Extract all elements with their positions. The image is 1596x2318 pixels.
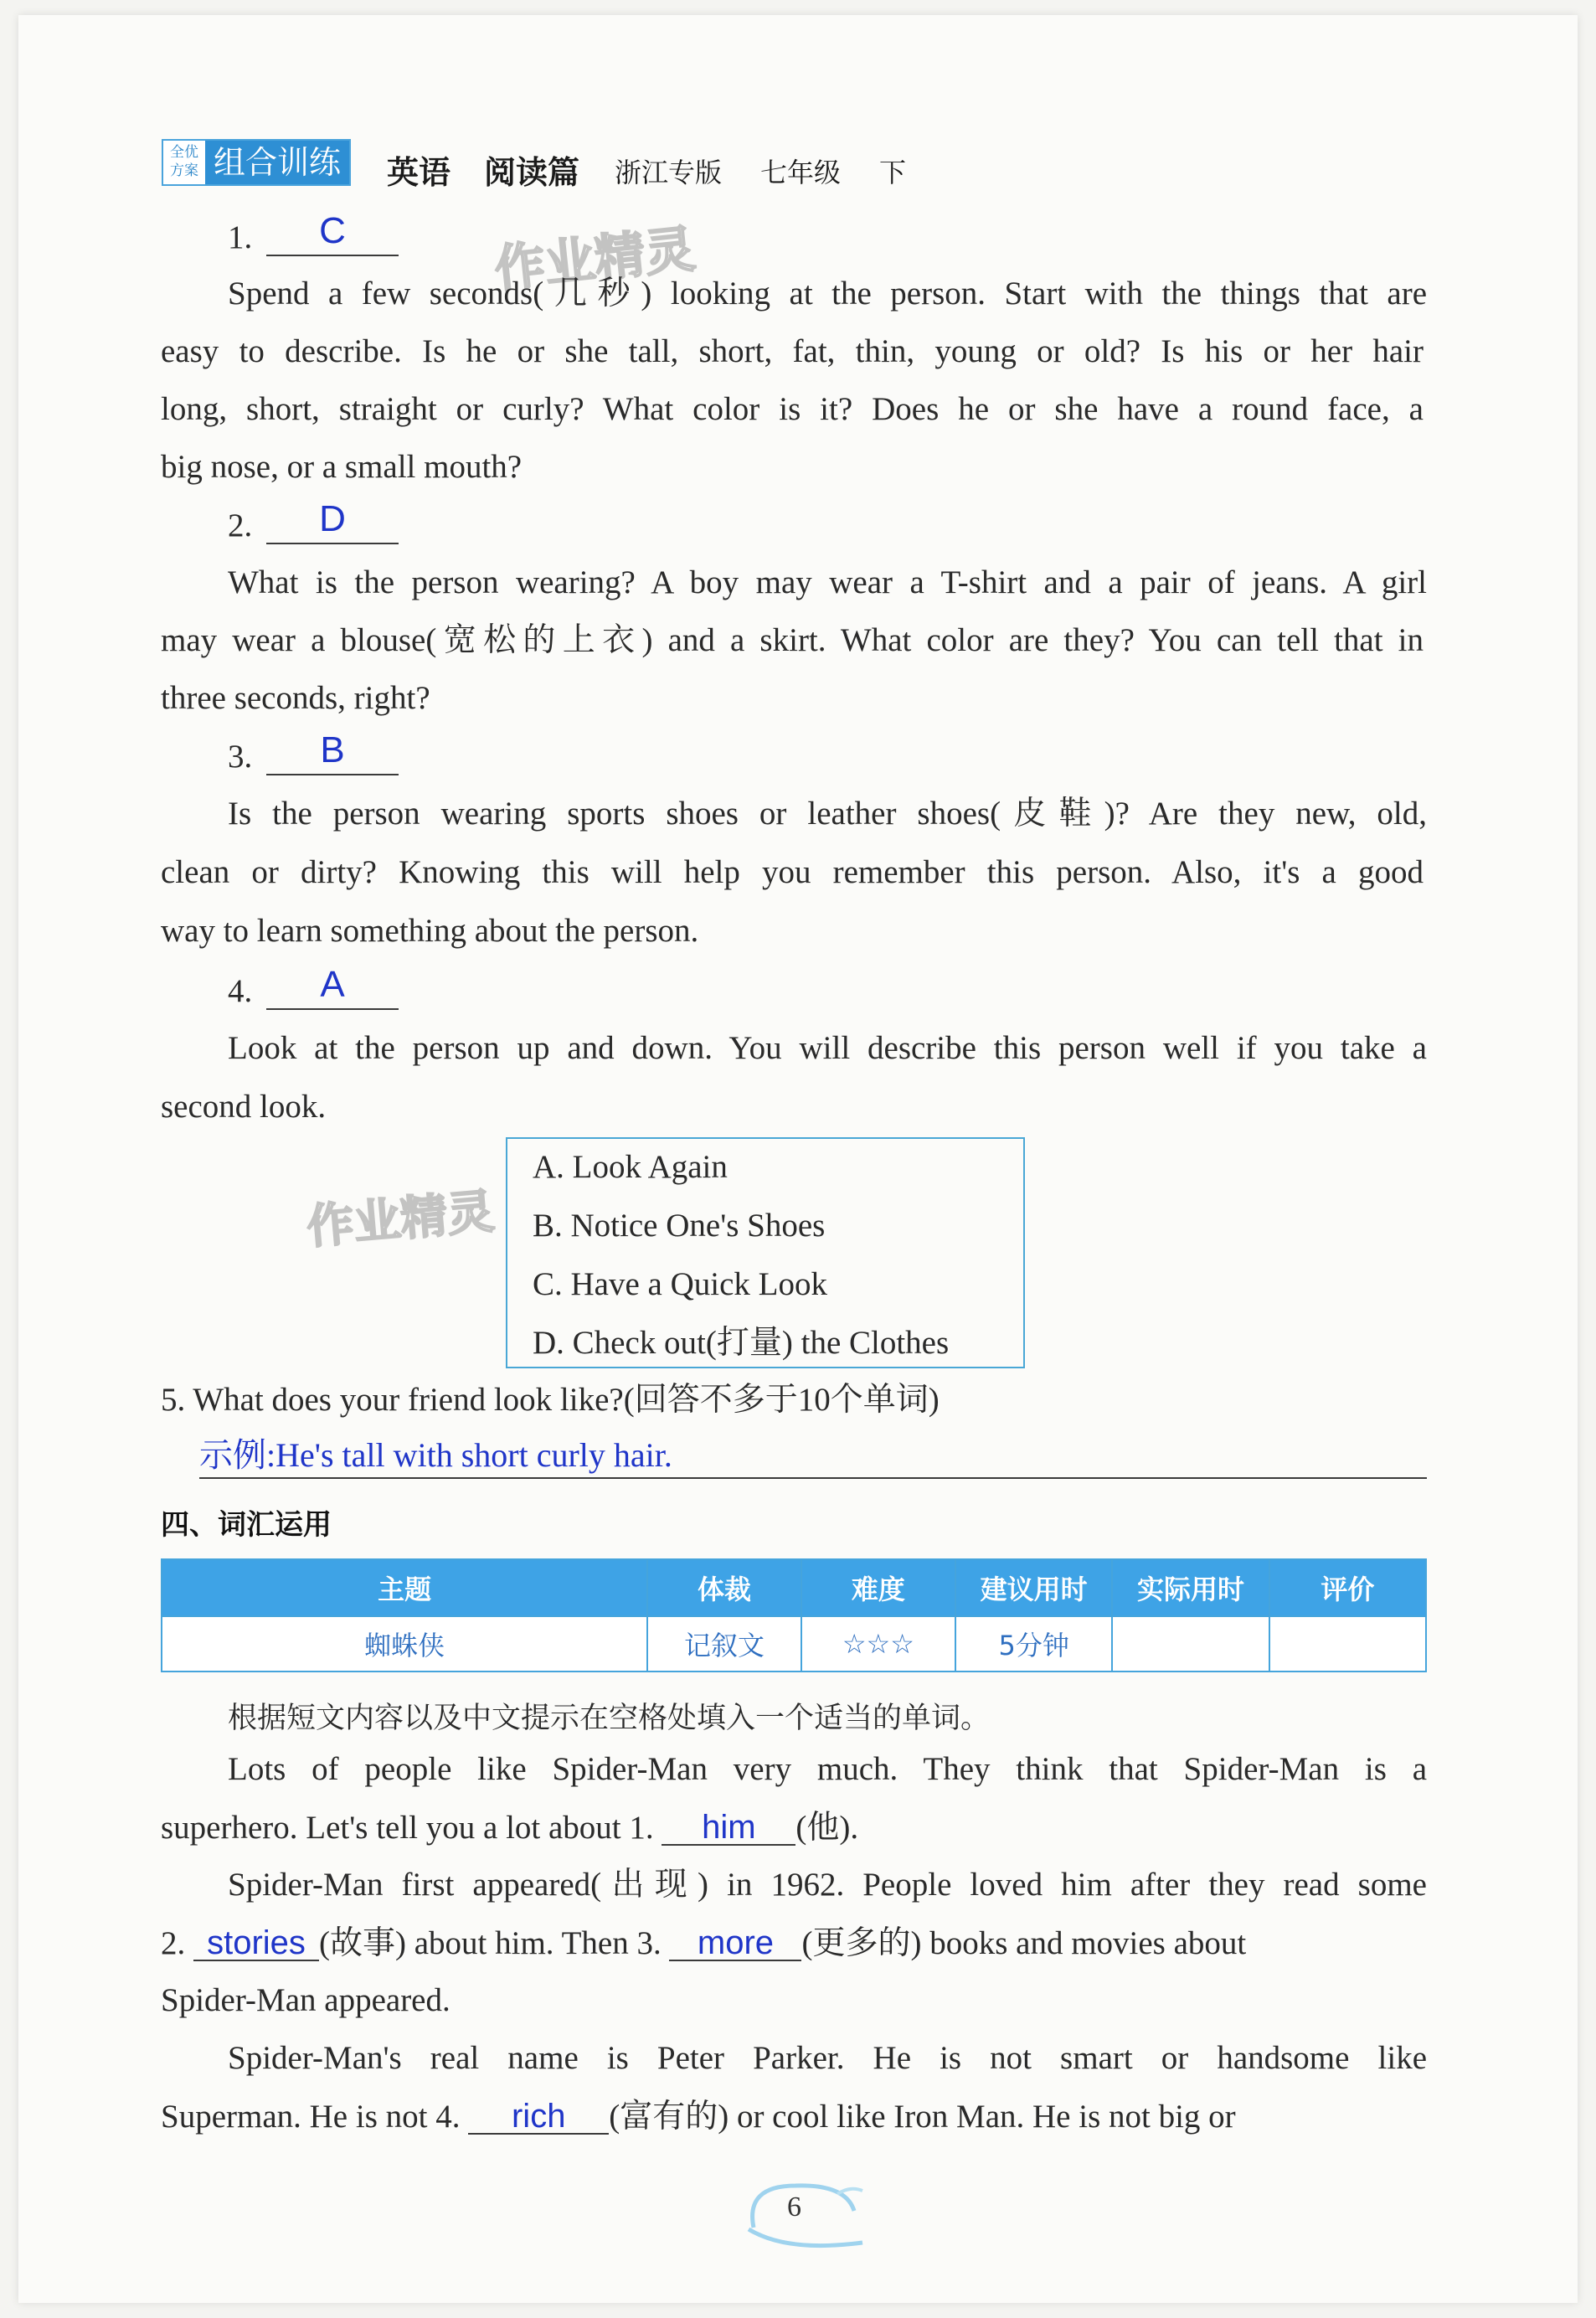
- option-a: A. Look Again: [533, 1149, 728, 1185]
- cell-topic: 蜘蛛侠: [162, 1616, 647, 1672]
- q4-para-line-1: Look at the person up and down. You will describe this person well if you take a: [228, 1030, 1427, 1066]
- cell-evaluation: [1269, 1616, 1426, 1672]
- passage-p2-line-1: Spider-Man first appeared(出现) in 1962. People loved him after they read some: [228, 1867, 1427, 1903]
- watermark-top: 作业精灵: [492, 219, 698, 300]
- cell-actual-time: [1112, 1616, 1269, 1672]
- question-4-answer: A: [320, 964, 345, 1005]
- passage-p1-line-2-b: (他).: [795, 1810, 859, 1846]
- question-4-answer-line: [266, 1008, 399, 1010]
- header-difficulty: 难度: [801, 1559, 955, 1616]
- passage-p2-line-2-c: (更多的) books and movies about: [801, 1925, 1247, 1961]
- question-1-number: 1.: [228, 219, 253, 255]
- passage-p2-line-2-a: 2.: [161, 1925, 186, 1961]
- question-2-number: 2.: [228, 507, 253, 543]
- options-box: [506, 1137, 1025, 1368]
- header-evaluation: 评价: [1269, 1559, 1426, 1616]
- section-4-title: 四、词汇运用: [161, 1508, 332, 1542]
- section-4-instruction: 根据短文内容以及中文提示在空格处填入一个适当的单词。: [228, 1702, 991, 1735]
- series-badge: [162, 139, 351, 186]
- question-2-answer: D: [319, 498, 346, 539]
- option-b: B. Notice One's Shoes: [533, 1208, 826, 1244]
- header-topic: 主题: [162, 1559, 647, 1616]
- q2-para-line-2: may wear a blouse(宽松的上衣) and a skirt. What color are they? You can tell that in: [161, 622, 1424, 658]
- passage-p2-line-2: [161, 1926, 1246, 1961]
- passage-p1-line-2-a: superhero. Let's tell you a lot about 1.: [161, 1810, 654, 1846]
- info-table-body-row: [162, 1616, 1426, 1672]
- passage-p2-line-2-b: (故事) about him. Then 3.: [319, 1925, 662, 1961]
- passage-p2-line-3: Spider-Man appeared.: [161, 1982, 450, 2018]
- q1-para-line-4: big nose, or a small mouth?: [161, 449, 523, 485]
- header-genre: 体裁: [647, 1559, 801, 1616]
- question-5-answer-line: [199, 1477, 1427, 1479]
- info-table-header-row: [162, 1559, 1426, 1616]
- question-5-answer: 示例:He's tall with short curly hair.: [199, 1436, 672, 1474]
- option-c: C. Have a Quick Look: [533, 1266, 827, 1302]
- question-1-answer-line: [266, 255, 399, 256]
- question-4-number: 4.: [228, 973, 253, 1009]
- cell-difficulty: ☆☆☆: [801, 1616, 955, 1672]
- passage-p3-line-2-b: (富有的) or cool like Iron Man. He is not big or: [609, 2099, 1236, 2135]
- blank-4: rich: [468, 2099, 609, 2135]
- q3-para-line-1: Is the person wearing sports shoes or leather shoes(皮鞋)? Are they new, old,: [228, 796, 1427, 832]
- header-term: 下: [879, 157, 907, 188]
- question-3-answer-line: [266, 774, 399, 775]
- badge-main-label: 组合训练: [205, 141, 349, 184]
- header-subject: 英语: [387, 154, 451, 191]
- watermark-middle: 作业精灵: [304, 1184, 497, 1255]
- header-actual-time: 实际用时: [1112, 1559, 1269, 1616]
- info-table: [161, 1558, 1427, 1672]
- question-3-number: 3.: [228, 739, 253, 775]
- q1-para-line-2: easy to describe. Is he or she tall, short, fat, thin, young or old? Is his or her hair: [161, 333, 1424, 369]
- q2-para-line-3: three seconds, right?: [161, 680, 430, 716]
- header-edition: 浙江专版: [615, 157, 723, 188]
- passage-p3-line-1: Spider-Man's real name is Peter Parker. He is not smart or handsome like: [228, 2040, 1427, 2076]
- blank-2: stories: [193, 1926, 319, 1961]
- badge-small-bottom: 方案: [170, 162, 198, 179]
- header-grade: 七年级: [760, 157, 842, 188]
- header-suggested-time: 建议用时: [955, 1559, 1112, 1616]
- option-d: D. Check out(打量) the Clothes: [533, 1325, 950, 1361]
- passage-p1-line-2: [161, 1811, 858, 1846]
- page-number: 6: [787, 2192, 801, 2223]
- blank-3: more: [669, 1926, 801, 1961]
- question-5-prompt: 5. What does your friend look like?(回答不多于10个单词): [161, 1382, 940, 1418]
- cell-genre: 记叙文: [647, 1616, 801, 1672]
- q2-para-line-1: What is the person wearing? A boy may wear a T-shirt and a pair of jeans. A girl: [228, 564, 1427, 600]
- question-2-answer-line: [266, 543, 399, 544]
- blank-1: him: [662, 1811, 795, 1846]
- q1-para-line-3: long, short, straight or curly? What color is it? Does he or she have a round face, a: [161, 391, 1424, 427]
- header-book: 阅读篇: [484, 154, 580, 191]
- page-number-decoration: [737, 2169, 879, 2261]
- passage-p3-line-2: [161, 2099, 1236, 2135]
- passage-p1-line-1: Lots of people like Spider-Man very much. They think that Spider-Man is a: [228, 1751, 1427, 1787]
- q4-para-line-2: second look.: [161, 1089, 327, 1125]
- question-3-answer: B: [320, 729, 345, 770]
- badge-small-top: 全优: [170, 144, 198, 161]
- passage-p3-line-2-a: Superman. He is not 4.: [161, 2099, 461, 2135]
- q3-para-line-2: clean or dirty? Knowing this will help you remember this person. Also, it's a good: [161, 854, 1424, 890]
- cell-suggested-time: 5分钟: [955, 1616, 1112, 1672]
- badge-small-label: [163, 141, 205, 184]
- question-1-answer: C: [319, 210, 346, 251]
- q1-para-line-1: Spend a few seconds(几秒) looking at the person. Start with the things that are: [228, 276, 1427, 312]
- q3-para-line-3: way to learn something about the person.: [161, 913, 699, 949]
